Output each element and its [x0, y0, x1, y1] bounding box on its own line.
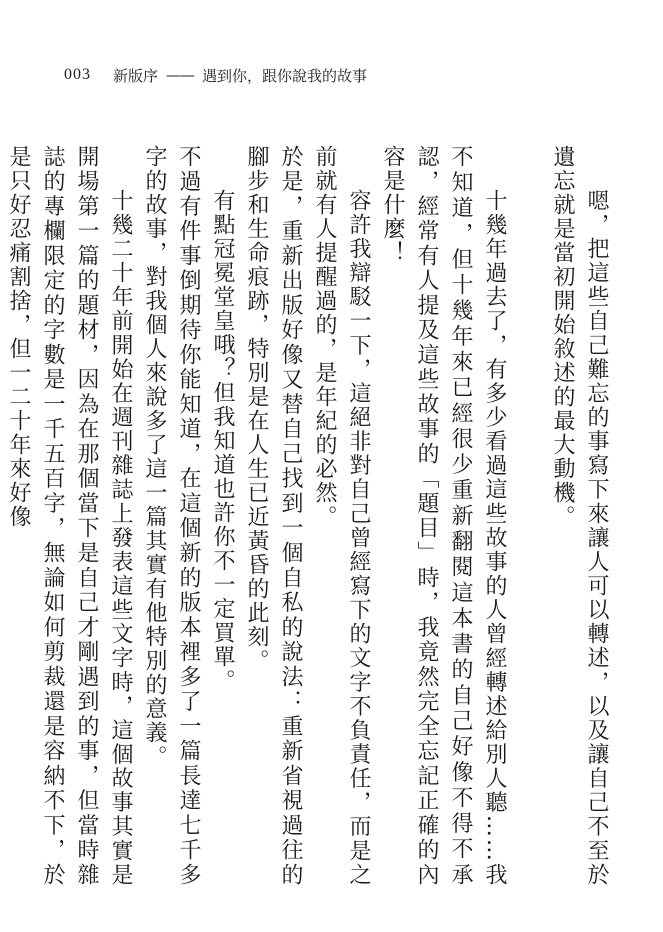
paragraph-3: 容許我辯駁一下，這絕非對自己曾經寫下的文字不負責任，而是之前就有人提醒過的，是年紀的必然。 [312, 145, 371, 887]
paragraph-2: 十幾年過去了，有多少看過這些故事的人曾經轉述給別人聽……我不知道，但十幾年來已經很少重新翻閱這本書的自己好像不得不承認，經常有人提及這些故事的「題目」時，我竟然完全忘記正確的內容是什麼！ [380, 145, 507, 887]
page-number: 003 [64, 66, 91, 83]
section-title: 新版序 [113, 66, 159, 85]
chapter-title: 遇到你，跟你說我的故事 [202, 66, 368, 85]
paragraph-1: 嗯，把這些自己難忘的事寫下來讓人可以轉述，以及讓自己不至於遺忘就是當初開始敘述的最大動機。 [550, 145, 609, 887]
blank-line [511, 145, 545, 887]
paragraph-6: 不過有件事倒期待你能知道，在這個新的版本裡多了一篇長達七千多字的故事，對我個人來說多了這一篇其實有他特別的意義。 [142, 145, 201, 887]
running-header [64, 64, 367, 86]
paragraph-5: 有點冠冕堂皇哦？但我知道也許你不一定買單。 [210, 189, 235, 693]
paragraph-7: 十幾二十年前開始在週刊雜誌上發表這些文字時，這個故事其實是開場第一篇的題材，因為在那個當下是自己才剛遇到的事，但當時雜誌的專欄限定的字數是一千五百字，無論如何剪裁還是容納不下，於是只好忍痛割捨，但一二十年來好像 [6, 145, 133, 887]
paragraph-4: 於是，重新出版好像又替自己找到一個自私的說法：重新省視過往的腳步和生命痕跡，特別是在人生已近黃昏的此刻。 [244, 145, 303, 887]
vertical-body-text [6, 145, 613, 887]
header-dash: —— [166, 66, 195, 84]
